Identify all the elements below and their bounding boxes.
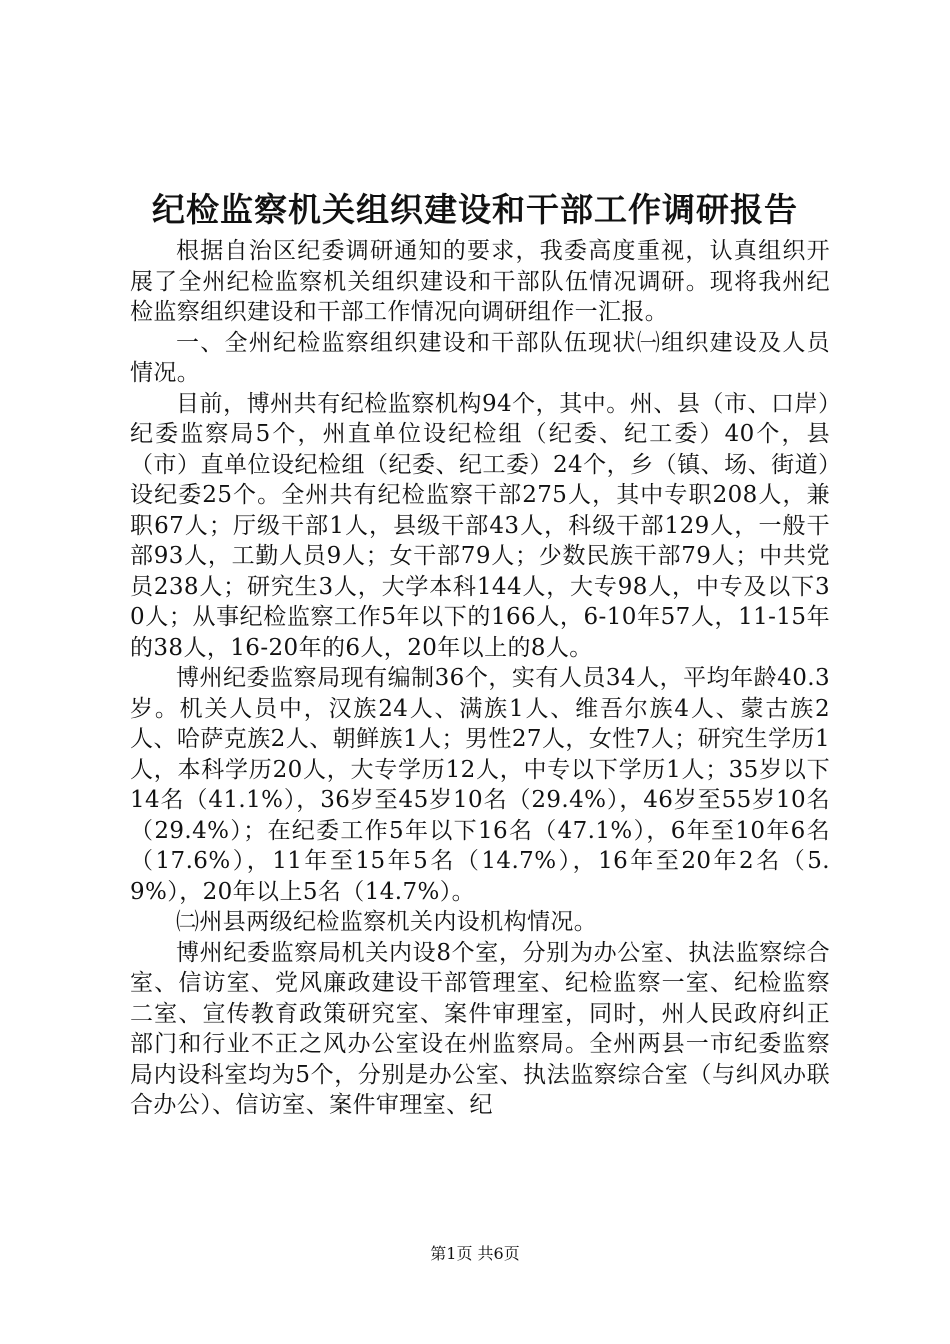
subsection-heading-internal-structure: ㈡州县两级纪检监察机关内设机构情况。 [176,909,598,935]
paragraph-intro: 根据自治区纪委调研通知的要求，我委高度重视，认真组织开展了全州纪检监察机关组织建设和干部队伍情况调研。现将我州纪检监察组织建设和干部工作情况向调研组作一汇报。 [130,238,830,325]
paragraph-bureau-staff: 博州纪委监察局现有编制36个，实有人员34人，平均年龄40.3岁。机关人员中，汉族24人、满族1人、维吾尔族4人、蒙古族2人、哈萨克族2人、朝鲜族1人；男性27人，女性7人；研究生学历1人，本科学历20人，大专学历12人，中专以下学历1人；35岁以下14名（41.1%），36岁至45岁10名（29.4%），46岁至55岁10名（29.4%）；在纪委工作5年以下16名（47.1%），6年至10年6名（17.6%），11年至15年5名（14.7%），16年至20年2名（5.9%），20年以上5名（14.7%）。 [130,665,830,905]
document-body [130,236,830,1121]
paragraph-agency-statistics: 目前，博州共有纪检监察机构94个，其中。州、县（市、口岸）纪委监察局5个，州直单位设纪检组（纪委、纪工委）40个，县（市）直单位设纪检组（纪委、纪工委）24个，乡（镇、场、街道）设纪委25个。全州共有纪检监察干部275人，其中专职208人，兼职67人；厅级干部1人，县级干部43人，科级干部129人，一般干部93人，工勤人员9人；女干部79人；少数民族干部79人；中共党员238人；研究生3人，大学本科144人，大专98人，中专及以下30人；从事纪检监察工作5年以下的166人，6-10年57人，11-15年的38人，16-20年的6人，20年以上的8人。 [130,390,830,661]
page-footer: 第1页 共6页 [430,1244,520,1263]
paragraph-internal-offices: 博州纪委监察局机关内设8个室，分别为办公室、执法监察综合室、信访室、党风廉政建设干部管理室、纪检监察一室、纪检监察二室、宣传教育政策研究室、案件审理室，同时，州人民政府纠正部门和行业不正之风办公室设在州监察局。全州两县一市纪委监察局内设科室均为5个，分别是办公室、执法监察综合室（与纠风办联合办公）、信访室、案件审理室、纪 [130,939,830,1118]
section-heading-status: 一、全州纪检监察组织建设和干部队伍现状㈠组织建设及人员情况。 [130,329,830,386]
document-title: 纪检监察机关组织建设和干部工作调研报告 [152,190,798,229]
